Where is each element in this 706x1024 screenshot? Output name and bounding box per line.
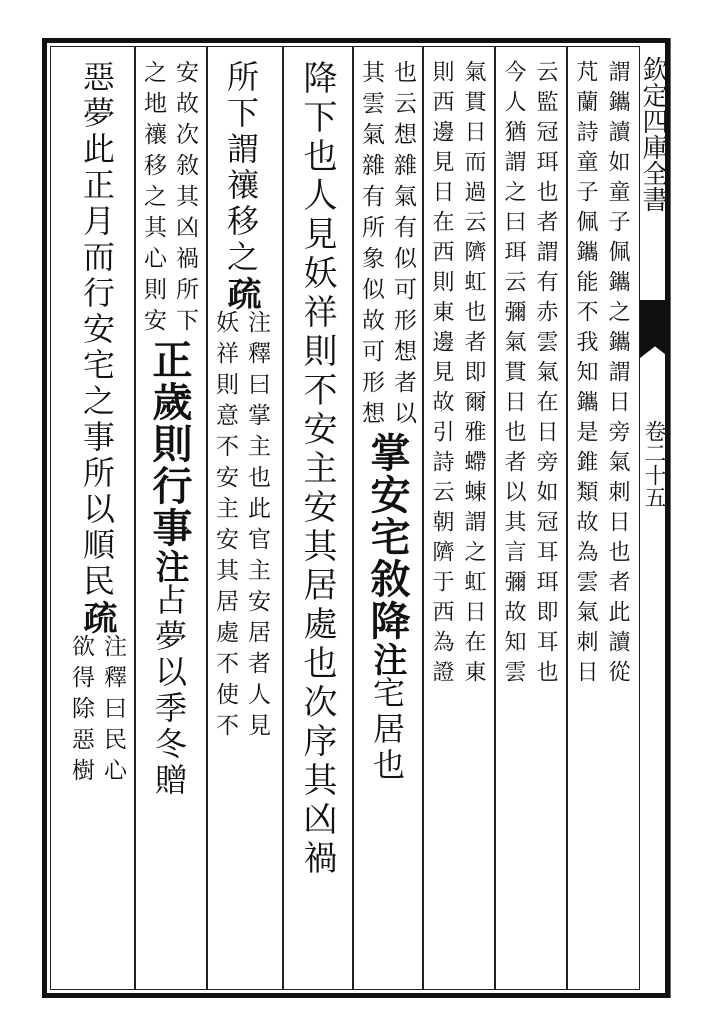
interlinear-commentary — [210, 310, 272, 744]
interlinear-commentary — [138, 60, 200, 339]
commentary-marker: 疏 — [221, 276, 261, 310]
commentary-line: 注釋曰掌主也此官主安居者人見 — [244, 310, 270, 744]
commentary-line: 也云想雜氣有似可形想者以 — [390, 60, 416, 432]
commentary-marker: 疏 — [77, 600, 117, 634]
book-title: 欽定四庫全書 — [638, 56, 668, 212]
commentary-line: 之地禳移之其心則安 — [140, 60, 166, 339]
interlinear-commentary — [426, 60, 488, 690]
main-text: 正歲則行事 — [146, 339, 193, 549]
text-column — [568, 60, 634, 988]
text-run: 所下謂禳移之 — [222, 60, 260, 276]
commentary-line: 今人猶謂之曰珥云彌氣貫日也者以其言彌故知雲 — [501, 60, 526, 690]
commentary-line: 安故次敘其凶禍所下 — [172, 60, 198, 339]
commentary-line: 注釋曰民心 — [100, 634, 126, 789]
commentary-line: 氣貫日而過云隮虹也者即爾雅螮蝀謂之虹日在東 — [461, 60, 486, 690]
commentary-line: 其雲氣雜有所象似故可形想 — [358, 60, 384, 432]
commentary-line: 云監冠珥也者謂有赤雲氣在日旁如冠耳珥即耳也 — [533, 60, 558, 690]
text-column — [208, 60, 274, 988]
text-column — [354, 60, 420, 988]
text-run: 惡夢此正月而行安宅之事所以順民 — [78, 60, 116, 600]
commentary-line: 芃蘭詩童子佩鑴能不我知鑴是錐類故為雲氣刺日 — [573, 60, 598, 690]
text-column — [496, 60, 562, 988]
text-column — [424, 60, 490, 988]
commentary-marker: 注 — [149, 549, 189, 583]
margin-line — [670, 38, 671, 998]
text-column — [136, 60, 202, 988]
text-run: 宅居也 — [368, 676, 406, 784]
interlinear-commentary — [66, 634, 128, 789]
commentary-line: 則西邊見日在西則東邊見故引詩云朝隮于西為證 — [429, 60, 454, 690]
interlinear-commentary — [356, 60, 418, 432]
interlinear-commentary — [570, 60, 632, 690]
text-run: 降下也人見妖祥則不安主安其居處也次序其凶禍 — [297, 60, 337, 879]
interlinear-commentary — [498, 60, 560, 690]
commentary-marker: 注 — [367, 642, 407, 676]
commentary-line: 欲得除惡樹 — [68, 634, 94, 789]
text-column — [64, 60, 130, 988]
volume-label: 卷二十五 — [641, 420, 666, 508]
text-run: 占夢以季冬贈 — [150, 583, 188, 799]
commentary-line: 妖祥則意不安主安其居處不使不 — [212, 310, 238, 744]
commentary-line: 謂鑴讀如童子佩鑴之鑴謂日旁氣刺日也者此讀從 — [605, 60, 630, 690]
text-column — [284, 60, 350, 988]
main-text: 掌安宅敘降 — [364, 432, 411, 642]
